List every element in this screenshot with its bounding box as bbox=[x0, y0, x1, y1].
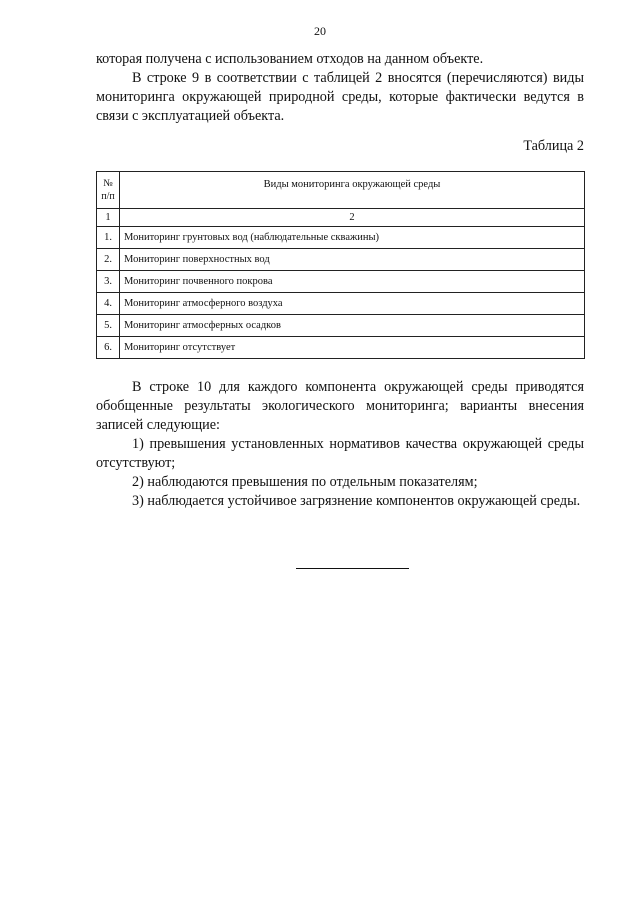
row-name-cell: Мониторинг отсутствует bbox=[120, 337, 585, 359]
row-number-cell: 2. bbox=[97, 249, 120, 271]
row-number-cell: 3. bbox=[97, 271, 120, 293]
table-row bbox=[97, 315, 585, 337]
row-name-cell: Мониторинг атмосферного воздуха bbox=[120, 293, 585, 315]
row-name-cell: Мониторинг атмосферных осадков bbox=[120, 315, 585, 337]
table-caption: Таблица 2 bbox=[523, 138, 584, 154]
row-name-cell: Мониторинг поверхностных вод bbox=[120, 249, 585, 271]
header-name-cell: Виды мониторинга окружающей среды bbox=[120, 172, 585, 209]
table-header-row bbox=[97, 172, 585, 209]
list-item: 2) наблюдаются превышения по отдельным показателям; bbox=[132, 474, 478, 490]
column-numbers-row bbox=[97, 209, 585, 227]
end-divider-line bbox=[296, 568, 409, 569]
row-number-cell: 6. bbox=[97, 337, 120, 359]
column-number-cell: 2 bbox=[120, 209, 585, 227]
closing-text bbox=[96, 378, 584, 511]
row-name-cell: Мониторинг грунтовых вод (наблюдательные скважины) bbox=[120, 227, 585, 249]
column-number-cell: 1 bbox=[97, 209, 120, 227]
row-number-cell: 5. bbox=[97, 315, 120, 337]
intro-text bbox=[96, 50, 584, 126]
row-number-cell: 4. bbox=[97, 293, 120, 315]
table-row bbox=[97, 227, 585, 249]
list-item: 3) наблюдается устойчивое загрязнение компонентов окружающей среды. bbox=[132, 493, 581, 509]
intro-paragraph: которая получена с использованием отходов на данном объекте. bbox=[96, 51, 484, 67]
table-row bbox=[97, 271, 585, 293]
monitoring-types-table bbox=[96, 171, 585, 359]
table-row bbox=[97, 293, 585, 315]
closing-paragraph: В строке 10 для каждого компонента окружающей среды приводятся обобщенные результаты экологического мониторинга; варианты внесения записей следующие: bbox=[96, 379, 584, 433]
table-row bbox=[97, 249, 585, 271]
intro-paragraph: В строке 9 в соответствии с таблицей 2 вносятся (перечисляются) виды мониторинга окружающей природной среды, которые фактически ведутся в связи с эксплуатацией объекта. bbox=[96, 70, 584, 124]
header-number-cell: № п/п bbox=[97, 172, 120, 209]
list-item: 1) превышения установленных нормативов качества окружающей среды отсутствуют; bbox=[96, 436, 584, 471]
page-number: 20 bbox=[314, 24, 326, 38]
row-name-cell: Мониторинг почвенного покрова bbox=[120, 271, 585, 293]
row-number-cell: 1. bbox=[97, 227, 120, 249]
table-row bbox=[97, 337, 585, 359]
